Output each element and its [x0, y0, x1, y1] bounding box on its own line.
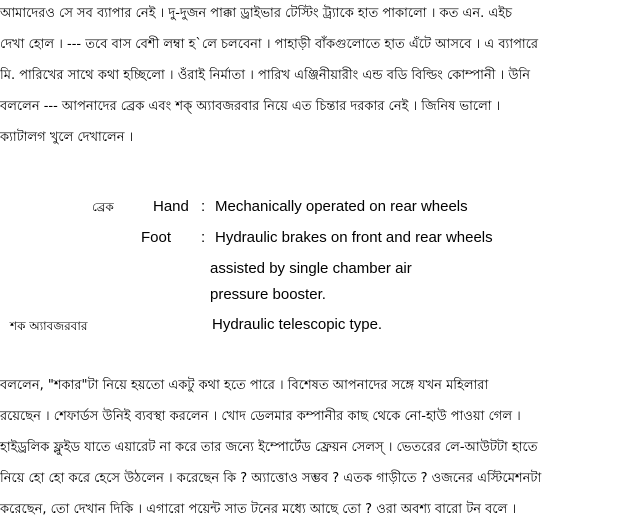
- hand-colon: :: [201, 198, 206, 215]
- hand-value: Mechanically operated on rear wheels: [215, 198, 468, 215]
- brake-label: ব্রেক: [92, 200, 114, 214]
- text-line: ক্যাটালগ খুলে দেখালেন ।: [0, 130, 134, 145]
- text-line: করেছেন, তো দেখান দিকি । এগারো পয়েন্ট সাত টনের মধ্যে আছে তো ? ওরা অবশ্য বারো টন বলে ।: [0, 502, 517, 517]
- text-line: মি. পারিখের সাথে কথা হচ্ছিলো । ওঁরাই নির্মাতা । পারিখ এঞ্জিনীয়ারীং এন্ড বডি বিল্ডিং কোম্পানী । উনি: [0, 68, 530, 83]
- shock-absorber-value: Hydraulic telescopic type.: [212, 316, 383, 333]
- foot-value-line2: assisted by single chamber air: [210, 260, 412, 277]
- text-line: হাইড্রলিক ফ্লুইড যাতে এয়ারেট না করে তার জন্যে ইম্পোর্টেড ফ্রেয়ন সেলস্ । ভেতরের লে-আউটটা হাতে: [0, 440, 538, 455]
- text-line: নিয়ে হো হো করে হেসে উঠলেন । করেছেন কি ? অ্যাত্তোও সম্ভব ? এতক গাড়ীতে ? ওজনের এস্টিমেশনটা: [0, 471, 542, 486]
- foot-colon: :: [201, 229, 206, 246]
- shock-absorber-label: শক অ্যাবজরবার: [10, 319, 88, 333]
- text-line: রয়েছেন । শেফার্ডস উনিই ব্যবস্থা করলেন । খোদ ডেলমার কম্পানীর কাছ থেকে নো-হাউ পাওয়া গেল ।: [0, 409, 521, 424]
- foot-value-line3: pressure booster.: [210, 286, 326, 303]
- text-line: বললেন --- আপনাদের ব্রেক এবং শক্ অ্যাবজরবার নিয়ে এত চিন্তার দরকার নেই । জিনিষ ভালো ।: [0, 99, 501, 114]
- text-line: আমাদেরও সে সব ব্যাপার নেই । দু-দুজন পাক্কা ড্রাইভার টেস্টিং ট্র্যাকে হাত পাকালো । কত এন. এইচ: [0, 6, 513, 21]
- foot-label: Foot: [141, 229, 172, 246]
- hand-label: Hand: [153, 198, 189, 215]
- text-line: দেখা হোল । --- তবে বাস বেশী লম্বা হ`লে চলবেনা । পাহাড়ী বাঁকগুলোতে হাত এঁটে আসবে । এ ব্যাপারে: [0, 37, 539, 52]
- text-line: বললেন, "শকার"টা নিয়ে হয়তো একটু কথা হতে পারে । বিশেষত আপনাদের সঙ্গে যখন মহিলারা: [0, 378, 489, 393]
- foot-value: Hydraulic brakes on front and rear wheels: [215, 229, 493, 246]
